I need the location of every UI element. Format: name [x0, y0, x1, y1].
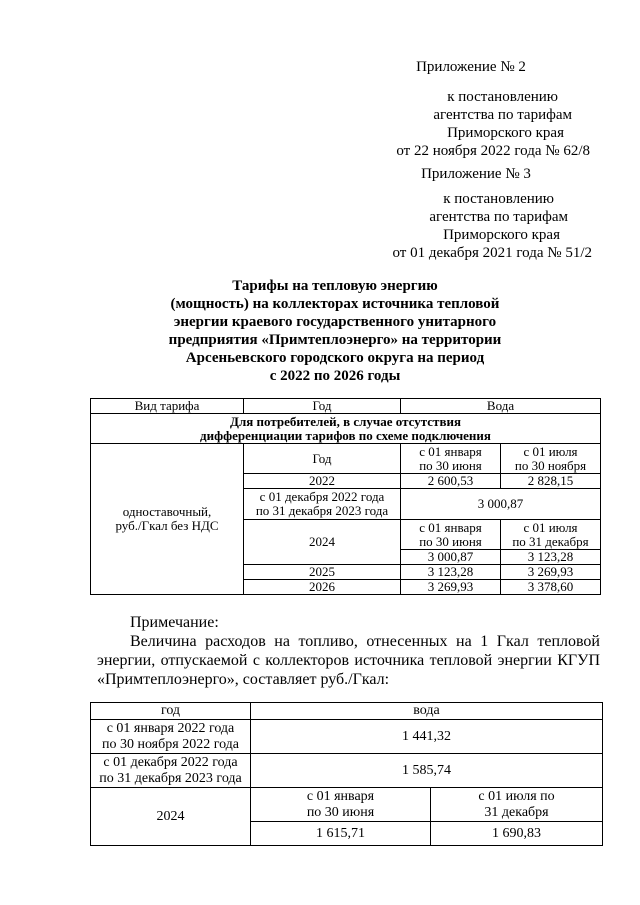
value-cell: 3 000,87 [401, 550, 501, 565]
appendix-2-line: агентства по тарифам [433, 107, 572, 123]
value-cell: 1 441,32 [251, 720, 603, 754]
period-cell [91, 720, 251, 754]
table-row [91, 444, 601, 474]
period-header [431, 788, 603, 822]
title-line: с 2022 по 2026 годы [269, 368, 401, 384]
table-row [91, 788, 603, 822]
period-cell [91, 754, 251, 788]
value-cell: 3 123,28 [501, 550, 601, 565]
period-line: по 30 ноября 2022 года [101, 736, 240, 752]
appendix-2-line: от 22 ноября 2022 года № 62/8 [396, 143, 590, 159]
document-title [150, 277, 520, 385]
sub-year-header: Год [244, 444, 401, 474]
title-line: Тарифы на тепловую энергию [232, 278, 438, 294]
period-line: по 30 ноября [514, 457, 587, 473]
appendix-2-line: Приморского края [447, 125, 564, 141]
period-line: по 30 июня [419, 533, 482, 549]
period-line: с 01 января [419, 443, 482, 459]
period-header [501, 444, 601, 474]
value-cell: 3 269,93 [501, 565, 601, 580]
note-paragraph [97, 632, 600, 689]
value-cell: 1 585,74 [251, 754, 603, 788]
period-line: с 01 июля по [478, 788, 555, 804]
value-cell: 2 600,53 [401, 474, 501, 489]
appendix-2-header [390, 58, 552, 76]
note-line: «Примтеплоэнерго», составляет руб./Гкал: [97, 671, 390, 688]
header-cell-year: Год [244, 399, 401, 414]
appendix-3-header [395, 165, 557, 183]
period-header [501, 520, 601, 550]
period-line: по 31 декабря 2023 года [99, 770, 242, 786]
value-cell: 3 269,93 [401, 580, 501, 595]
value-cell: 3 000,87 [401, 489, 601, 520]
period-line: с 01 января [419, 519, 482, 535]
appendix-3-title: Приложение № 3 [421, 166, 531, 182]
title-line: предприятия «Примтеплоэнерго» на территории [168, 332, 502, 348]
table-row [91, 720, 603, 754]
table-header-row [91, 399, 601, 414]
period-line: с 01 июля [523, 519, 578, 535]
period-line: по 30 июня [306, 804, 375, 820]
value-cell: 1 615,71 [251, 822, 431, 846]
year-cell: 2024 [91, 788, 251, 846]
section-row [91, 414, 601, 444]
title-line: (мощность) на коллекторах источника тепловой [170, 296, 500, 312]
note-heading: Примечание: [130, 614, 219, 631]
section-cell [91, 414, 601, 444]
appendix-3-line: от 01 декабря 2021 года № 51/2 [392, 245, 592, 261]
period-line: по 31 декабря [512, 533, 589, 549]
value-cell: 3 123,28 [401, 565, 501, 580]
period-header [401, 444, 501, 474]
tariff-table [90, 398, 601, 595]
table-header-row [91, 703, 603, 720]
year-cell: 2026 [244, 580, 401, 595]
tariff-name-cell [91, 444, 244, 595]
period-line: с 01 января 2022 года [106, 720, 235, 736]
note-line: Величина расходов на топливо, отнесенных на 1 Гкал тепловой [130, 633, 600, 650]
appendix-3-line: к постановлению [443, 191, 554, 207]
header-cell-year: год [91, 703, 251, 720]
value-cell: 2 828,15 [501, 474, 601, 489]
appendix-2-line: к постановлению [447, 89, 558, 105]
value-cell: 3 378,60 [501, 580, 601, 595]
period-line: 31 декабря [484, 804, 549, 820]
appendix-3-line: Приморского края [443, 227, 560, 243]
table-row [91, 754, 603, 788]
tariff-name-line: руб./Гкал без НДС [115, 518, 219, 533]
period-line: с 01 января [306, 788, 375, 804]
fuel-cost-table [90, 702, 603, 846]
appendix-2-title: Приложение № 2 [416, 59, 526, 75]
period-line: по 31 декабря 2023 года [255, 503, 389, 518]
year-cell [244, 489, 401, 520]
header-cell-tariff: Вид тарифа [91, 399, 244, 414]
tariff-name-line: одноставочный, [122, 504, 212, 519]
title-line: энергии краевого государственного унитарного [173, 314, 497, 330]
period-header [401, 520, 501, 550]
value-cell: 1 690,83 [431, 822, 603, 846]
year-cell: 2025 [244, 565, 401, 580]
section-line: дифференциации тарифов по схеме подключения [200, 427, 491, 443]
note-line: энергии, отпускаемой с коллекторов источника тепловой энергии КГУП [97, 652, 600, 669]
header-cell-water: вода [251, 703, 603, 720]
year-cell: 2022 [244, 474, 401, 489]
appendix-2-reference [380, 88, 590, 160]
header-cell-water: Вода [401, 399, 601, 414]
appendix-3-reference [370, 190, 592, 262]
period-line: с 01 июля [523, 443, 578, 459]
period-line: с 01 декабря 2022 года [103, 754, 238, 770]
period-header [251, 788, 431, 822]
section-line: Для потребителей, в случае отсутствия [230, 413, 461, 429]
year-cell: 2024 [244, 520, 401, 565]
title-line: Арсеньевского городского округа на период [185, 350, 485, 366]
appendix-3-line: агентства по тарифам [429, 209, 568, 225]
period-line: с 01 декабря 2022 года [259, 489, 385, 504]
period-line: по 30 июня [419, 457, 482, 473]
